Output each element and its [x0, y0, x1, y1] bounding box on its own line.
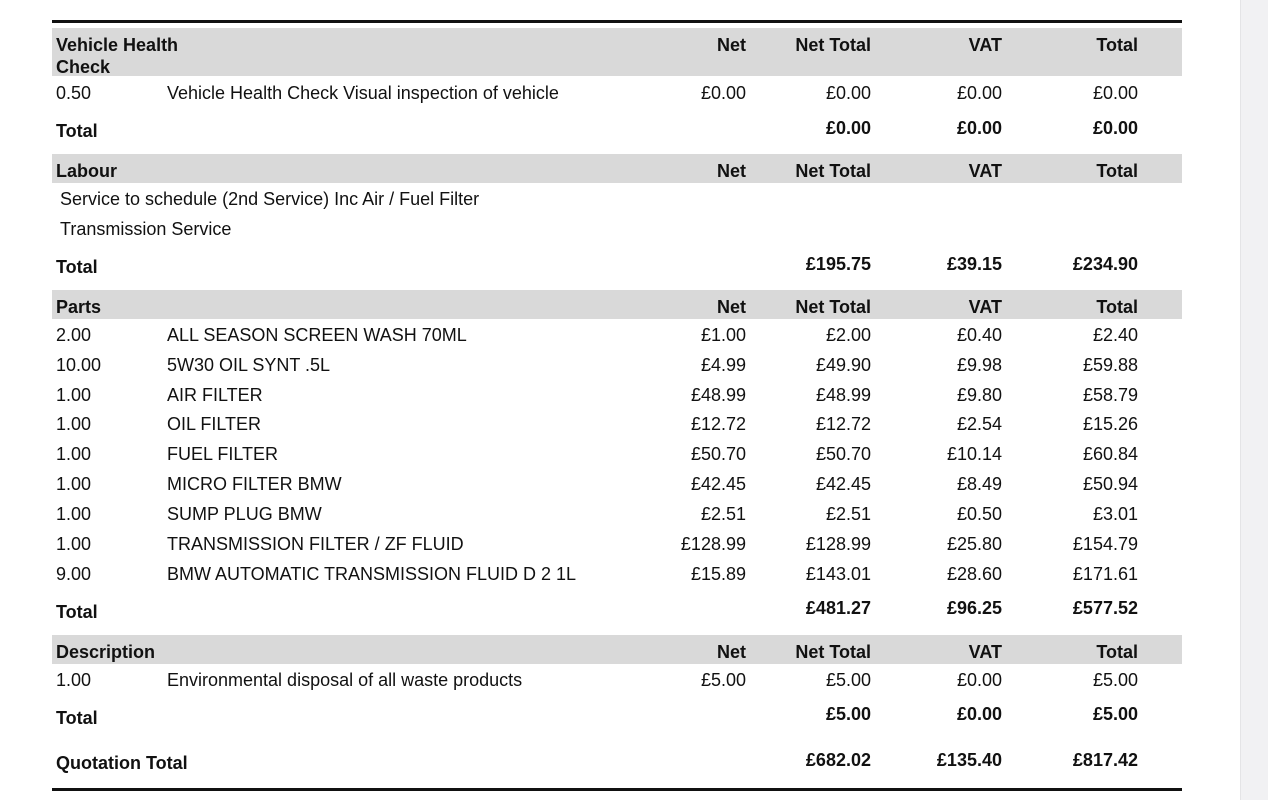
- scrollbar-track[interactable]: [1240, 0, 1268, 800]
- quotation-total-total: £817.42: [1072, 750, 1138, 770]
- row-net-total: £128.99: [805, 534, 871, 554]
- row-description: SUMP PLUG BMW: [167, 504, 322, 524]
- row-qty: 0.50: [56, 83, 92, 103]
- labour-line: Service to schedule (2nd Service) Inc Air / Fuel Filter: [60, 189, 480, 209]
- row-net-total: £143.01: [805, 564, 871, 584]
- health-total-net-total: £0.00: [825, 118, 871, 138]
- row-total: £3.01: [1092, 504, 1138, 524]
- row-total: £58.79: [1082, 385, 1138, 405]
- col-net-header: Net: [716, 35, 746, 55]
- col-net-total-header: Net Total: [795, 642, 871, 662]
- row-vat: £25.80: [946, 534, 1002, 554]
- row-total: £60.84: [1082, 444, 1138, 464]
- row-total: £154.79: [1072, 534, 1138, 554]
- row-total: £50.94: [1082, 474, 1138, 494]
- row-net-total: £2.00: [825, 325, 871, 345]
- row-qty: 1.00: [56, 444, 92, 464]
- col-vat-header: VAT: [968, 297, 1002, 317]
- row-total: £59.88: [1082, 355, 1138, 375]
- row-qty: 1.00: [56, 504, 92, 524]
- row-vat: £9.98: [956, 355, 1002, 375]
- quotation-total-net-total: £682.02: [805, 750, 871, 770]
- quotation-total-label: Quotation Total: [56, 753, 188, 773]
- row-description: MICRO FILTER BMW: [167, 474, 342, 494]
- row-net: £48.99: [690, 385, 746, 405]
- top-rule: [52, 20, 1182, 23]
- labour-total-vat: £39.15: [946, 254, 1002, 274]
- row-vat: £9.80: [956, 385, 1002, 405]
- row-net: £128.99: [680, 534, 746, 554]
- col-net-total-header: Net Total: [795, 161, 871, 181]
- col-vat-header: VAT: [968, 35, 1002, 55]
- row-qty: 9.00: [56, 564, 92, 584]
- misc-header-bar: [52, 635, 1182, 664]
- labour-header-bar: [52, 154, 1182, 183]
- row-net-total: £0.00: [825, 83, 871, 103]
- col-net-header: Net: [716, 161, 746, 181]
- row-qty: 1.00: [56, 414, 92, 434]
- row-description: Vehicle Health Check Visual inspection of vehicle: [167, 83, 559, 103]
- labour-total-total: £234.90: [1072, 254, 1138, 274]
- misc-total-label: Total: [56, 708, 98, 728]
- row-net: £0.00: [700, 83, 746, 103]
- misc-title: Description: [56, 642, 156, 662]
- row-qty: 1.00: [56, 670, 92, 690]
- row-net-total: £49.90: [815, 355, 871, 375]
- parts-total-label: Total: [56, 602, 98, 622]
- row-net-total: £2.51: [825, 504, 871, 524]
- col-vat-header: VAT: [968, 161, 1002, 181]
- bottom-rule: [52, 788, 1182, 791]
- row-vat: £2.54: [956, 414, 1002, 434]
- row-net: £50.70: [690, 444, 746, 464]
- row-description: AIR FILTER: [167, 385, 263, 405]
- col-total-header: Total: [1096, 297, 1138, 317]
- row-net-total: £42.45: [815, 474, 871, 494]
- health-total-total: £0.00: [1092, 118, 1138, 138]
- row-description: BMW AUTOMATIC TRANSMISSION FLUID D 2 1L: [167, 564, 577, 584]
- parts-title: Parts: [56, 297, 102, 317]
- col-net-header: Net: [716, 642, 746, 662]
- row-net: £5.00: [700, 670, 746, 690]
- col-net-header: Net: [716, 297, 746, 317]
- row-description: Environmental disposal of all waste products: [167, 670, 523, 690]
- quotation-total-vat: £135.40: [936, 750, 1002, 770]
- health-title-line2: Check: [56, 57, 111, 77]
- misc-total-total: £5.00: [1092, 704, 1138, 724]
- row-net: £4.99: [700, 355, 746, 375]
- col-net-total-header: Net Total: [795, 297, 871, 317]
- parts-total-net-total: £481.27: [805, 598, 871, 618]
- row-total: £5.00: [1092, 670, 1138, 690]
- row-net: £15.89: [690, 564, 746, 584]
- row-vat: £0.40: [956, 325, 1002, 345]
- labour-line: Transmission Service: [60, 219, 232, 239]
- parts-total-total: £577.52: [1072, 598, 1138, 618]
- row-net-total: £12.72: [815, 414, 871, 434]
- row-description: OIL FILTER: [167, 414, 262, 434]
- row-net-total: £48.99: [815, 385, 871, 405]
- labour-total-label: Total: [56, 257, 98, 277]
- row-qty: 1.00: [56, 534, 92, 554]
- row-net-total: £50.70: [815, 444, 871, 464]
- parts-header-bar: [52, 290, 1182, 319]
- row-total: £0.00: [1092, 83, 1138, 103]
- labour-title: Labour: [56, 161, 117, 181]
- health-total-vat: £0.00: [956, 118, 1002, 138]
- row-total: £15.26: [1082, 414, 1138, 434]
- col-total-header: Total: [1096, 161, 1138, 181]
- row-net: £42.45: [690, 474, 746, 494]
- misc-total-net-total: £5.00: [825, 704, 871, 724]
- row-qty: 1.00: [56, 474, 92, 494]
- row-vat: £8.49: [956, 474, 1002, 494]
- health-header-bar: [52, 28, 1182, 76]
- col-total-header: Total: [1096, 35, 1138, 55]
- row-net: £12.72: [690, 414, 746, 434]
- row-vat: £0.00: [956, 83, 1002, 103]
- health-total-label: Total: [56, 121, 98, 141]
- health-title-line1: Vehicle Health: [56, 35, 179, 55]
- row-vat: £0.00: [956, 670, 1002, 690]
- row-total: £2.40: [1092, 325, 1138, 345]
- row-qty: 10.00: [56, 355, 102, 375]
- col-vat-header: VAT: [968, 642, 1002, 662]
- col-net-total-header: Net Total: [795, 35, 871, 55]
- row-total: £171.61: [1072, 564, 1138, 584]
- row-description: TRANSMISSION FILTER / ZF FLUID: [167, 534, 464, 554]
- row-net: £1.00: [700, 325, 746, 345]
- row-vat: £10.14: [946, 444, 1002, 464]
- row-qty: 1.00: [56, 385, 92, 405]
- row-vat: £28.60: [946, 564, 1002, 584]
- parts-total-vat: £96.25: [946, 598, 1002, 618]
- row-qty: 2.00: [56, 325, 92, 345]
- row-description: ALL SEASON SCREEN WASH 70ML: [167, 325, 467, 345]
- row-net-total: £5.00: [825, 670, 871, 690]
- row-description: 5W30 OIL SYNT .5L: [167, 355, 331, 375]
- col-total-header: Total: [1096, 642, 1138, 662]
- misc-total-vat: £0.00: [956, 704, 1002, 724]
- row-vat: £0.50: [956, 504, 1002, 524]
- row-description: FUEL FILTER: [167, 444, 279, 464]
- labour-total-net-total: £195.75: [805, 254, 871, 274]
- row-net: £2.51: [700, 504, 746, 524]
